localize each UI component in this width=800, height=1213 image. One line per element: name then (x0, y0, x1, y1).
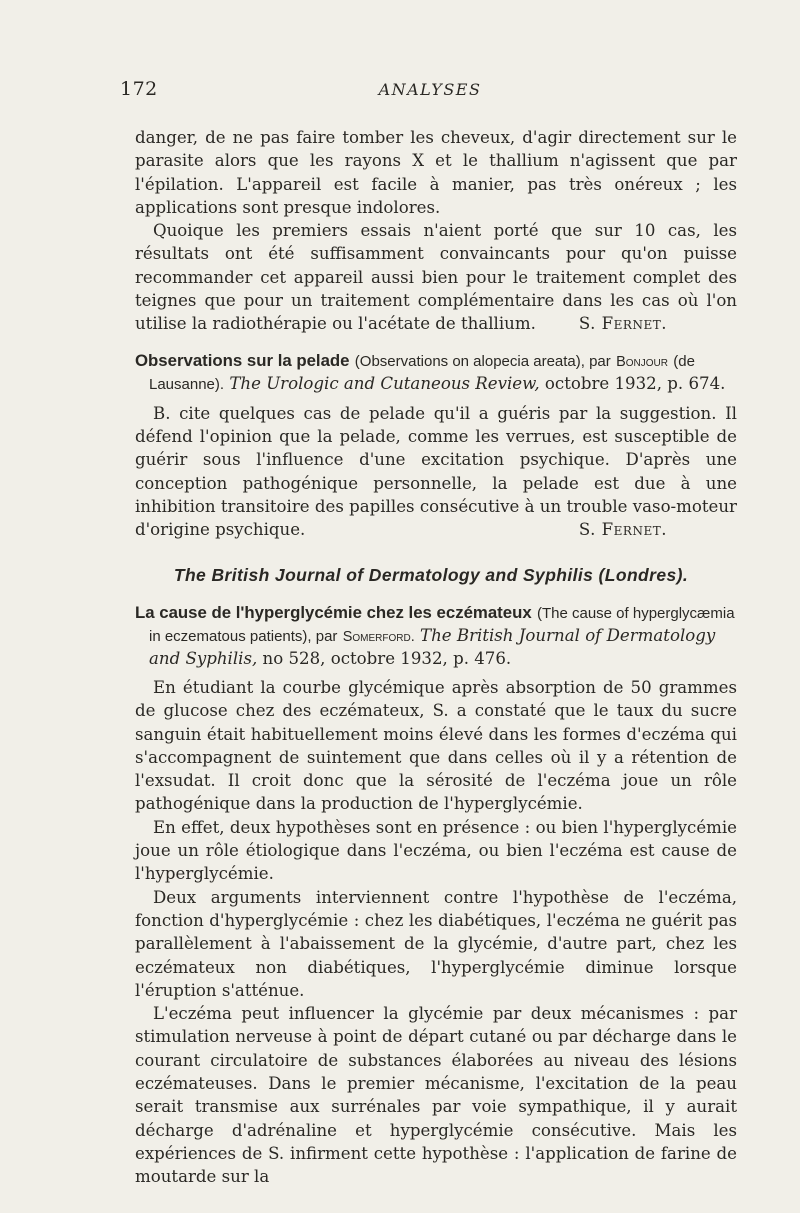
paragraph: danger, de ne pas faire tomber les cheveux, d'agir directement sur le parasite alors que les rayons X et le thallium n'agissent que par l'épilation. L'appareil est facile à manier, pas très onéreux ; les applications sont presque indolores. (135, 128, 737, 217)
paragraph: Deux arguments interviennent contre l'hypothèse de l'eczéma, fonction d'hyperglycémie : chez les diabétiques, l'eczéma ne guérit pas parallèlement à l'abaissement de la glycémie, d'autre part, chez les eczémateux non diabétiques, l'hyperglycémie diminue lorsque l'éruption s'atténue. (135, 887, 737, 1000)
page-content (135, 126, 737, 1188)
page-header (120, 78, 740, 108)
paragraph (135, 219, 737, 335)
article-heading (135, 350, 737, 396)
article-subtitle: (Observations on alopecia areata), par (354, 352, 611, 370)
paragraph-text: Quoique les premiers essais n'aient porté que sur 10 cas, les résultats ont été suffisamment convaincants pour qu'on puisse recommander cet appareil aussi bien pour le traitement complet des teignes que pour un traitement complémentaire dans les cas où l'on utilise la radiothérapie ou l'acétate de thallium. (135, 221, 737, 334)
paragraph-text: B. cite quelques cas de pelade qu'il a guéris par la suggestion. Il défend l'opinion que la pelade, comme les verrues, est susceptible de guérir sous l'influence d'une excitation psychique. D'après une conception pathogénique personnelle, la pelade est due à une inhibition transitoire des papilles consécutive à un trouble vaso-moteur d'origine psychique. (135, 403, 737, 540)
article-subtitle: (The cause of hyperglycæmia in eczematous patients), par (149, 605, 735, 645)
article-title: La cause de l'hyperglycémie chez les eczémateux (135, 603, 532, 623)
article-author: Bonjour (616, 353, 668, 370)
journal-heading: The British Journal of Dermatology and Syphilis (Londres). (173, 565, 689, 586)
author-place: (de Lausanne). (149, 352, 695, 394)
paragraph: En étudiant la courbe glycémique après absorption de 50 grammes de glucose chez des eczémateux, S. a constaté que le taux du sucre sanguin était habituellement moins élevé dans les formes d'eczéma qui s'accompagnent de suintement que dans celles où il y a rétention de l'exsudat. Il croit donc que la sérosité de l'eczéma joue un rôle pathogénique dans la production de l'hyperglycémie. (135, 677, 737, 814)
article-title: Observations sur la pelade (135, 350, 350, 370)
article-heading (135, 602, 737, 670)
citation: no 528, octobre 1932, p. 476. (262, 649, 512, 669)
signature: S. Fernet. (578, 314, 667, 334)
page-number: 172 (120, 78, 158, 100)
paragraph: L'eczéma peut influencer la glycémie par deux mécanismes : par stimulation nerveuse à point de départ cutané ou par décharge dans le courant circulatoire de substances élaborées au niveau des lésions eczémateuses. Dans le premier mécanisme, l'excitation de la peau serait transmise aux surrénales par voie sympathique, il y aurait décharge d'adrénaline et hyperglycémie consécutive. Mais les expériences de S. infirment cette hypothèse : l'application de farine de moutarde sur la (135, 1004, 737, 1187)
paragraph (135, 402, 737, 542)
paragraph: En effet, deux hypothèses sont en présence : ou bien l'hyperglycémie joue un rôle étiologique dans l'eczéma, ou bien l'eczéma est cause de l'hyperglycémie. (135, 817, 737, 884)
journal-name: The British Journal of Dermatology and Syphilis, (149, 625, 716, 669)
signature: S. Fernet. (578, 520, 667, 540)
journal-name: The Urologic and Cutaneous Review, (229, 374, 540, 394)
running-title: ANALYSES (378, 80, 482, 99)
article-author: Somerford. (342, 628, 415, 645)
citation: octobre 1932, p. 674. (544, 374, 726, 394)
